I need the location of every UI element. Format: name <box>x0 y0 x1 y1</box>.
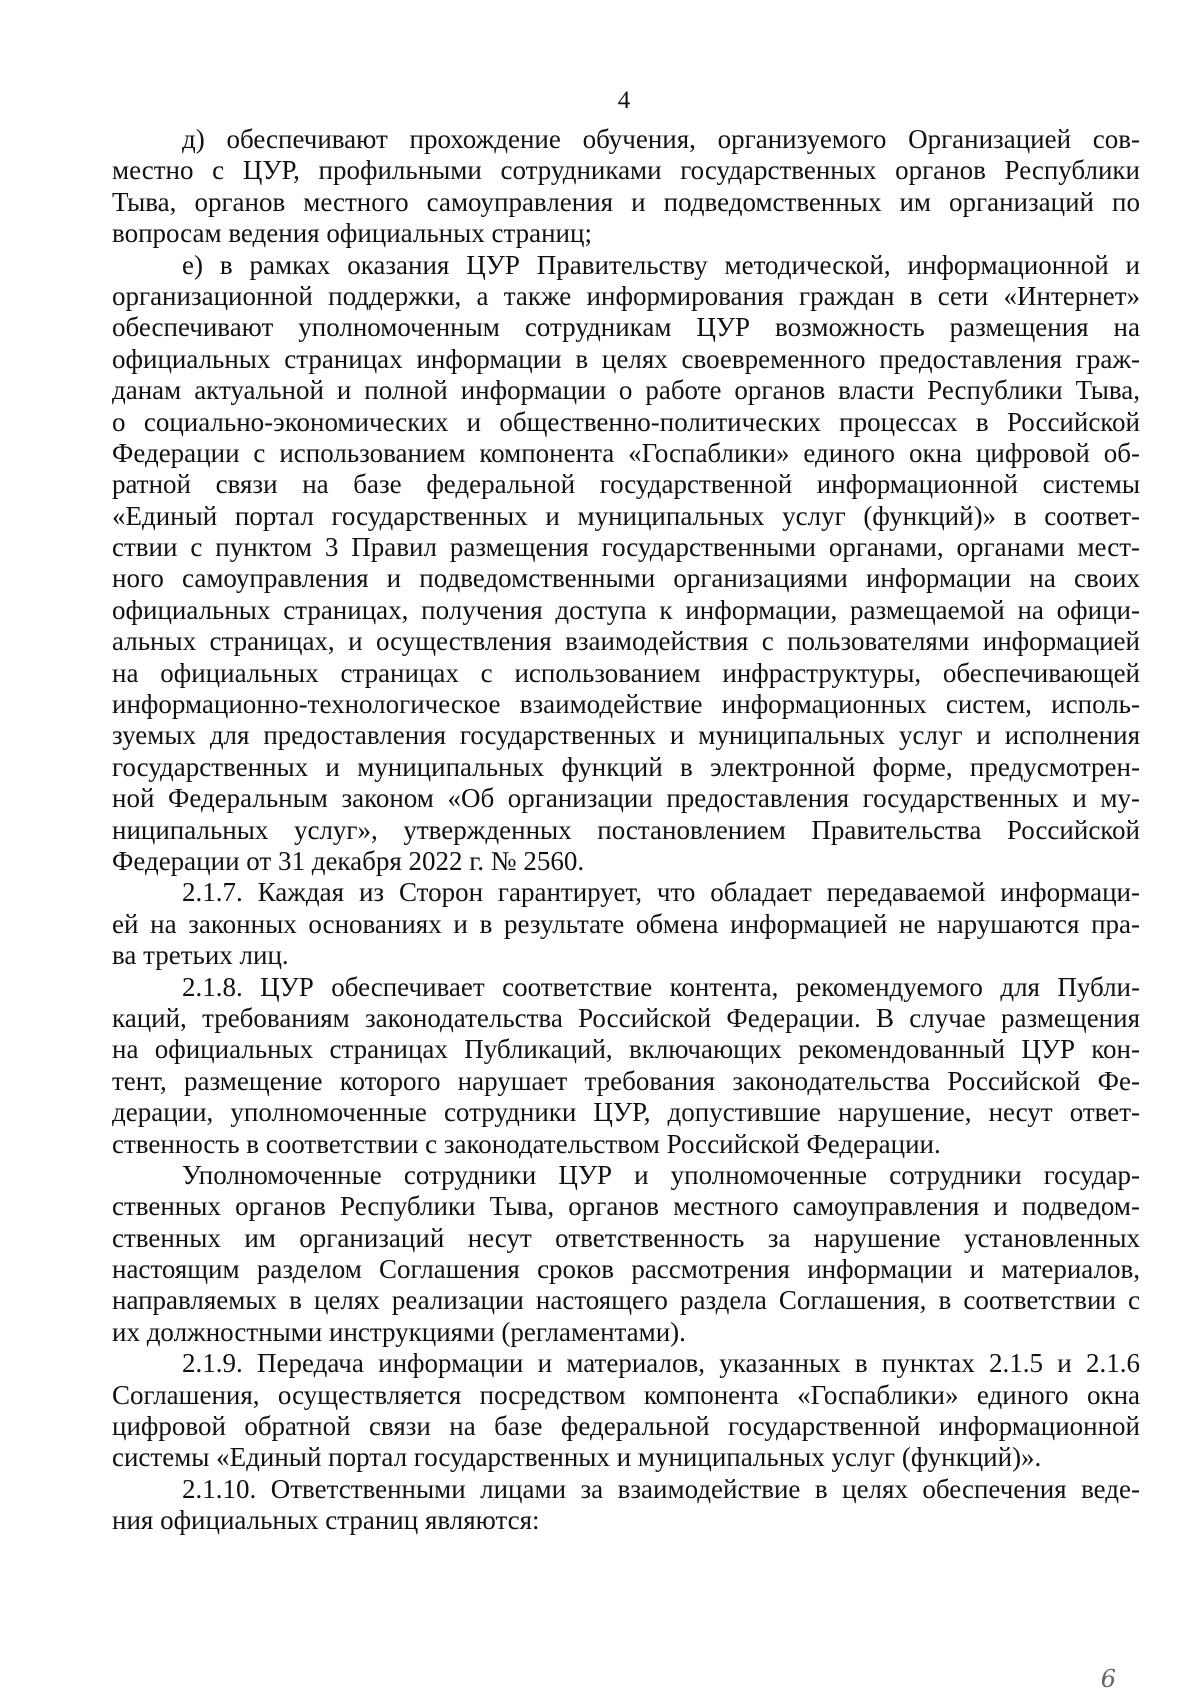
paragraph-line: дерации, уполномоченные сотрудники ЦУР, допустившие нарушение, несут ответ- <box>112 1097 1140 1128</box>
paragraph-line: вопросам ведения официальных страниц; <box>112 218 592 249</box>
paragraph-line: системы «Единый портал государственных и муниципальных услуг (функций)». <box>112 1442 1042 1473</box>
paragraph-line: ного самоуправления и подведомственными организациями информации на своих <box>112 563 1140 594</box>
paragraph <box>112 877 1140 971</box>
paragraph-line: 2.1.10. Ответственными лицами за взаимодействие в целях обеспечения веде- <box>182 1473 1140 1504</box>
paragraph-line: альных страницах, и осуществления взаимодействия с пользователями информацией <box>112 626 1140 657</box>
paragraph-line: Федерации с использованием компонента «Госпаблики» единого окна цифровой об- <box>112 437 1140 468</box>
paragraph <box>112 1348 1140 1474</box>
paragraph-line: Федерации от 31 декабря 2022 г. № 2560. <box>112 845 585 876</box>
paragraph-line: тент, размещение которого нарушает требования законодательства Российской Фе- <box>112 1065 1140 1096</box>
handwritten-corner-mark: 6 <box>1100 1665 1116 1693</box>
paragraph-line: официальных страницах, получения доступа к информации, размещаемой на офици- <box>112 594 1140 625</box>
paragraph-line: 2.1.7. Каждая из Сторон гарантирует, что обладает передаваемой информаци- <box>182 877 1140 908</box>
paragraph-line: местно с ЦУР, профильными сотрудниками государственных органов Республики <box>112 155 1140 186</box>
paragraph-line: на официальных страницах с использованием инфраструктуры, обеспечивающей <box>112 657 1140 688</box>
paragraph-line: 2.1.9. Передача информации и материалов, указанных в пунктах 2.1.5 и 2.1.6 <box>182 1348 1140 1379</box>
page-number: 4 <box>617 87 631 114</box>
paragraph-line: государственных и муниципальных функций в электронной форме, предусмотрен- <box>112 751 1140 782</box>
paragraph-line: «Единый портал государственных и муниципальных услуг (функций)» в соответ- <box>112 500 1140 531</box>
paragraph-line: 2.1.8. ЦУР обеспечивает соответствие контента, рекомендуемого для Публи- <box>182 971 1140 1002</box>
paragraph-line: ственных им организаций несут ответственность за нарушение установленных <box>112 1222 1140 1253</box>
paragraph <box>112 124 1140 250</box>
paragraph-line: информационно-технологическое взаимодействие информационных систем, исполь- <box>112 689 1140 720</box>
paragraph-line: ния официальных страниц являются: <box>112 1505 540 1536</box>
paragraph-line: их должностными инструкциями (регламентами). <box>112 1316 686 1347</box>
paragraph-line: о социально-экономических и общественно-политических процессах в Российской <box>112 406 1140 437</box>
paragraph-line: цифровой обратной связи на базе федеральной государственной информационной <box>112 1411 1140 1442</box>
paragraph <box>112 250 1140 878</box>
paragraph-line: ствии с пунктом 3 Правил размещения государственными органами, органами мест- <box>112 532 1140 563</box>
paragraph-line: Тыва, органов местного самоуправления и подведомственных им организаций по <box>112 186 1140 217</box>
paragraph-line: ственных органов Республики Тыва, органов местного самоуправления и подведом- <box>112 1191 1140 1222</box>
paragraph <box>112 1474 1140 1537</box>
paragraph-line: е) в рамках оказания ЦУР Правительству методической, информационной и <box>182 249 1140 280</box>
paragraph-line: обеспечивают уполномоченным сотрудникам ЦУР возможность размещения на <box>112 312 1140 343</box>
paragraph <box>112 972 1140 1160</box>
paragraph-line: зуемых для предоставления государственных и муниципальных услуг и исполнения <box>112 720 1140 751</box>
paragraph-line: каций, требованиям законодательства Российской Федерации. В случае размещения <box>112 1002 1140 1033</box>
paragraph-line: Уполномоченные сотрудники ЦУР и уполномоченные сотрудники государ- <box>182 1159 1140 1190</box>
paragraph-line: официальных страницах информации в целях своевременного предоставления граж- <box>112 343 1140 374</box>
paragraph-line: д) обеспечивают прохождение обучения, организуемого Организацией сов- <box>182 124 1140 154</box>
paragraph-line: ниципальных услуг», утвержденных постановлением Правительства Российской <box>112 814 1140 845</box>
paragraph <box>112 1160 1140 1348</box>
paragraph-line: настоящим разделом Соглашения сроков рассмотрения информации и материалов, <box>112 1254 1140 1285</box>
paragraph-line: ной Федеральным законом «Об организации предоставления государственных и му- <box>112 783 1140 814</box>
paragraph-line: направляемых в целях реализации настоящего раздела Соглашения, в соответствии с <box>112 1285 1140 1316</box>
document-body <box>112 124 1140 1537</box>
paragraph-line: на официальных страницах Публикаций, включающих рекомендованный ЦУР кон- <box>112 1034 1140 1065</box>
paragraph-line: ратной связи на базе федеральной государственной информационной системы <box>112 469 1140 500</box>
paragraph-line: данам актуальной и полной информации о работе органов власти Республики Тыва, <box>112 375 1140 406</box>
paragraph-line: ственность в соответствии с законодательством Российской Федерации. <box>112 1128 941 1159</box>
paragraph-line: ей на законных основаниях и в результате обмена информацией не нарушаются пра- <box>112 908 1140 939</box>
paragraph-line: ва третьих лиц. <box>112 940 289 971</box>
paragraph-line: Соглашения, осуществляется посредством компонента «Госпаблики» единого окна <box>112 1379 1140 1410</box>
paragraph-line: организационной поддержки, а также информирования граждан в сети «Интернет» <box>112 280 1140 311</box>
